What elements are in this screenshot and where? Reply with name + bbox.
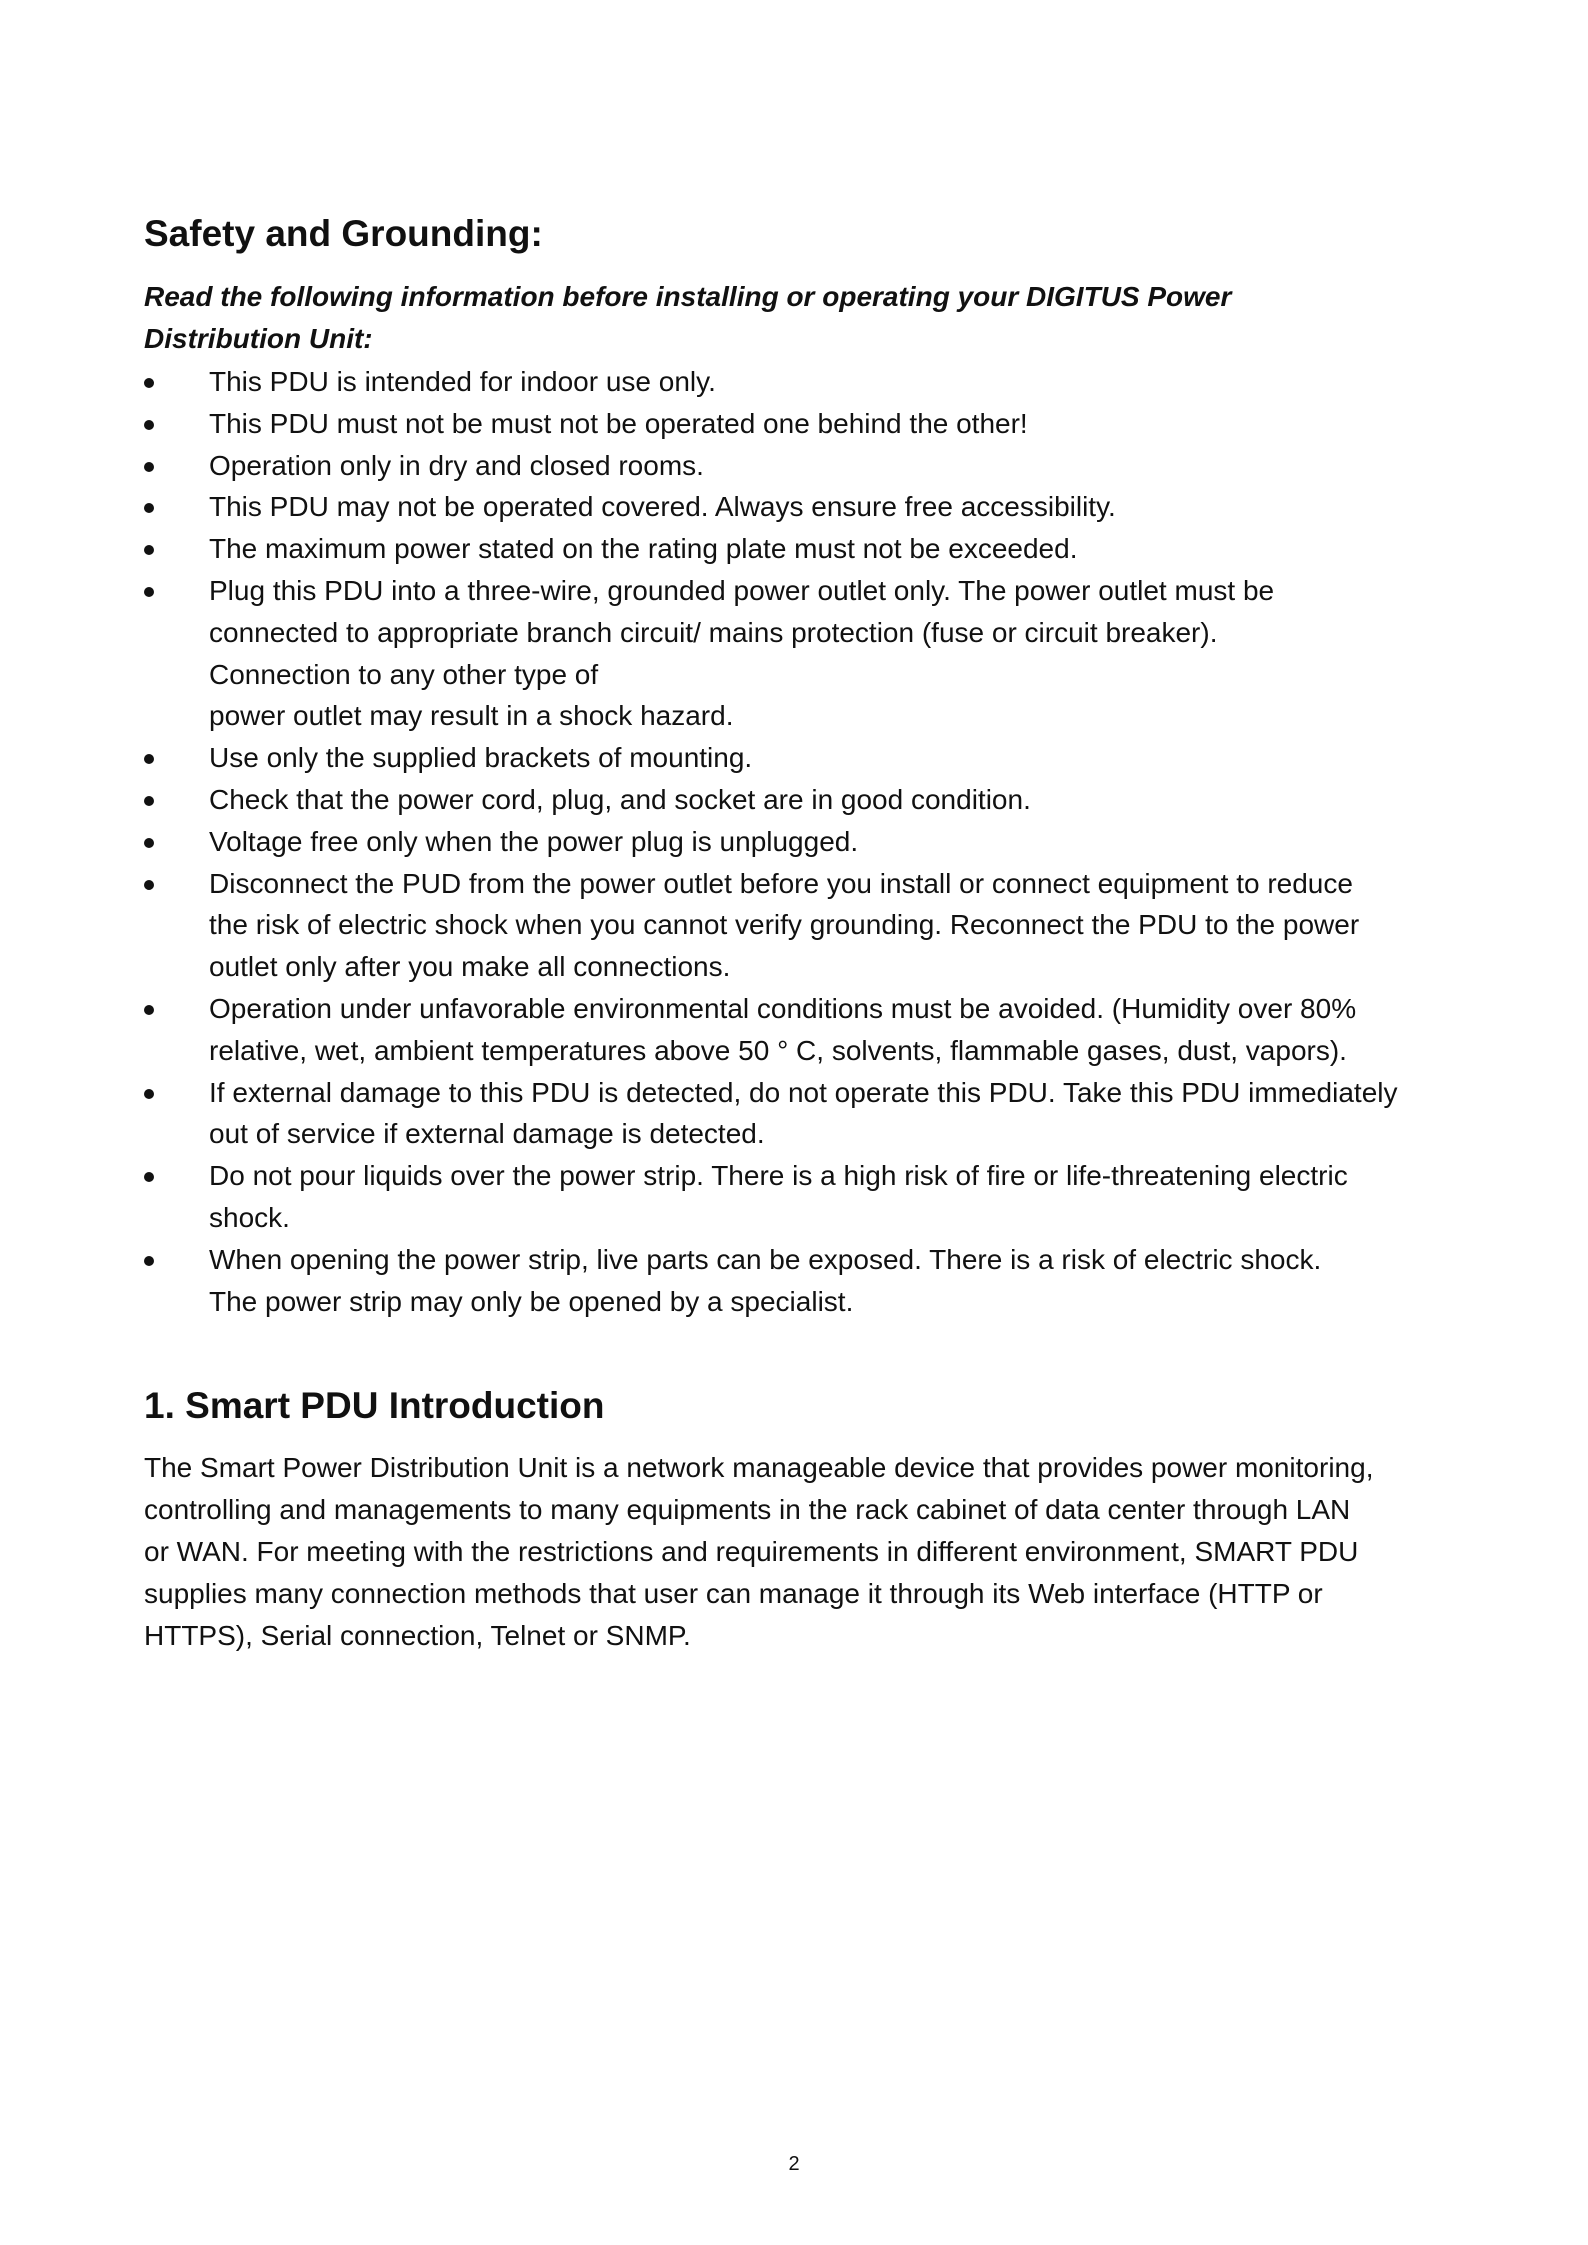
bullet-text-line: Use only the supplied brackets of mounting. [209, 742, 753, 774]
safety-bullet-item [144, 361, 1464, 403]
intro-section-title: 1. Smart PDU Introduction [144, 1385, 605, 1426]
bullet-text-line: The maximum power stated on the rating plate must not be exceeded. [209, 533, 1078, 565]
bullet-icon [144, 462, 154, 472]
bullet-text-line: Voltage free only when the power plug is unplugged. [209, 825, 859, 857]
bullet-text-line: Disconnect the PUD from the power outlet before you install or connect equipment to reduce [209, 867, 1353, 899]
intro-paragraph-line: controlling and managements to many equipments in the rack cabinet of data center through LAN [144, 1494, 1351, 1525]
safety-note-line: Distribution Unit: [144, 323, 373, 354]
bullet-text-line: When opening the power strip, live parts can be exposed. There is a risk of electric shock. [209, 1243, 1322, 1275]
safety-bullet-item [144, 403, 1464, 445]
intro-paragraph-line: supplies many connection methods that user can manage it through its Web interface (HTTP or [144, 1578, 1323, 1609]
safety-section-title: Safety and Grounding: [144, 213, 543, 254]
bullet-icon [144, 1005, 154, 1015]
safety-bullet-item [144, 445, 1464, 487]
bullet-text-line: Operation only in dry and closed rooms. [209, 449, 704, 481]
bullet-icon [144, 796, 154, 806]
safety-note-line: Read the following information before installing or operating your DIGITUS Power [144, 281, 1232, 312]
bullet-text-line: relative, wet, ambient temperatures above 50 ° C, solvents, flammable gases, dust, vapors). [209, 1034, 1347, 1066]
bullet-icon [144, 838, 154, 848]
bullet-text-line: Connection to any other type of [209, 658, 599, 690]
bullet-text-line: This PDU is intended for indoor use only. [209, 366, 716, 397]
safety-bullet-item [144, 1239, 1464, 1323]
safety-bullet-item [144, 821, 1464, 863]
safety-intro-note [144, 276, 1464, 360]
bullet-text-line: Plug this PDU into a three-wire, grounded power outlet only. The power outlet must be [209, 574, 1275, 606]
bullet-icon [144, 503, 154, 513]
bullet-text-line: Check that the power cord, plug, and socket are in good condition. [209, 783, 1031, 815]
bullet-text-line: If external damage to this PDU is detected, do not operate this PDU. Take this PDU immediately [209, 1076, 1398, 1108]
safety-bullet-item [144, 528, 1464, 570]
safety-bullet-list [144, 361, 1464, 1322]
bullet-text-line: outlet only after you make all connections. [209, 951, 731, 983]
bullet-text-line: out of service if external damage is detected. [209, 1118, 765, 1150]
bullet-text-line: This PDU may not be operated covered. Always ensure free accessibility. [209, 491, 1116, 523]
safety-bullet-item [144, 570, 1464, 737]
safety-bullet-item [144, 737, 1464, 779]
intro-paragraph-line: The Smart Power Distribution Unit is a network manageable device that provides power monitoring, [144, 1452, 1374, 1483]
safety-bullet-item [144, 486, 1464, 528]
intro-paragraph-line: or WAN. For meeting with the restrictions and requirements in different environment, SMART PDU [144, 1536, 1359, 1567]
bullet-text-line: connected to appropriate branch circuit/ mains protection (fuse or circuit breaker). [209, 616, 1218, 648]
bullet-text-line: This PDU must not be must not be operated one behind the other! [209, 407, 1028, 439]
bullet-text-line: power outlet may result in a shock hazard. [209, 700, 734, 732]
safety-bullet-item [144, 779, 1464, 821]
safety-bullet-item [144, 1072, 1464, 1156]
bullet-text-line: Operation under unfavorable environmental conditions must be avoided. (Humidity over 80% [209, 992, 1357, 1024]
bullet-icon [144, 754, 154, 764]
safety-bullet-item [144, 1155, 1464, 1239]
safety-bullet-item [144, 863, 1464, 988]
bullet-text-line: The power strip may only be opened by a specialist. [209, 1285, 854, 1317]
bullet-text-line: the risk of electric shock when you cannot verify grounding. Reconnect the PDU to the power [209, 909, 1360, 941]
bullet-icon [144, 587, 154, 597]
intro-paragraph [144, 1447, 1464, 1657]
bullet-icon [144, 378, 154, 388]
bullet-icon [144, 880, 154, 890]
bullet-icon [144, 1089, 154, 1099]
intro-paragraph-line: HTTPS), Serial connection, Telnet or SNMP. [144, 1620, 691, 1651]
bullet-icon [144, 1172, 154, 1182]
bullet-text-line: Do not pour liquids over the power strip. There is a high risk of fire or life-threatening electric [209, 1160, 1348, 1192]
bullet-icon [144, 420, 154, 430]
page-number: 2 [788, 2153, 800, 2175]
bullet-text-line: shock. [209, 1201, 290, 1233]
safety-bullet-item [144, 988, 1464, 1072]
bullet-icon [144, 545, 154, 555]
bullet-icon [144, 1256, 154, 1266]
